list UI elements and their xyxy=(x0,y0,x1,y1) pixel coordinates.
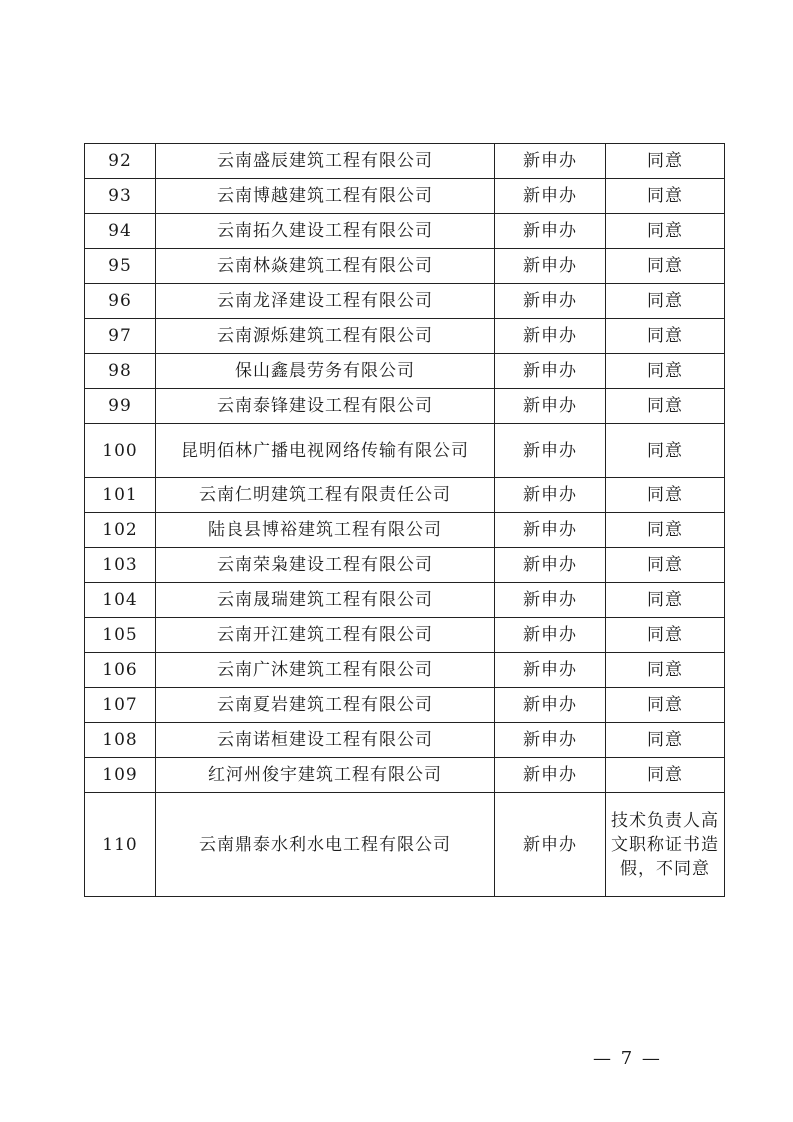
application-type: 新申办 xyxy=(495,249,606,284)
application-type: 新申办 xyxy=(495,179,606,214)
row-number: 104 xyxy=(85,583,156,618)
table-row xyxy=(85,793,725,897)
table-row xyxy=(85,249,725,284)
review-result: 同意 xyxy=(606,618,725,653)
review-result: 同意 xyxy=(606,424,725,478)
row-number: 108 xyxy=(85,723,156,758)
table-row xyxy=(85,214,725,249)
row-number: 92 xyxy=(85,144,156,179)
review-result: 同意 xyxy=(606,653,725,688)
review-result: 同意 xyxy=(606,284,725,319)
company-name: 云南拓久建设工程有限公司 xyxy=(156,214,495,249)
table-row xyxy=(85,723,725,758)
table-row xyxy=(85,583,725,618)
application-type: 新申办 xyxy=(495,478,606,513)
row-number: 101 xyxy=(85,478,156,513)
page-number: — 7 — xyxy=(593,1048,662,1069)
review-result: 同意 xyxy=(606,389,725,424)
row-number: 98 xyxy=(85,354,156,389)
application-type: 新申办 xyxy=(495,513,606,548)
application-type: 新申办 xyxy=(495,688,606,723)
table-row xyxy=(85,618,725,653)
table-row xyxy=(85,284,725,319)
table-row xyxy=(85,389,725,424)
review-result: 同意 xyxy=(606,478,725,513)
company-name: 云南泰锋建设工程有限公司 xyxy=(156,389,495,424)
table-row xyxy=(85,548,725,583)
application-type: 新申办 xyxy=(495,618,606,653)
review-result: 同意 xyxy=(606,249,725,284)
application-type: 新申办 xyxy=(495,284,606,319)
application-type: 新申办 xyxy=(495,319,606,354)
row-number: 107 xyxy=(85,688,156,723)
row-number: 93 xyxy=(85,179,156,214)
company-name: 云南源烁建筑工程有限公司 xyxy=(156,319,495,354)
table-row xyxy=(85,513,725,548)
application-type: 新申办 xyxy=(495,583,606,618)
review-result: 同意 xyxy=(606,179,725,214)
application-type: 新申办 xyxy=(495,424,606,478)
company-name: 云南广沐建筑工程有限公司 xyxy=(156,653,495,688)
company-name: 云南荣枭建设工程有限公司 xyxy=(156,548,495,583)
review-result: 同意 xyxy=(606,548,725,583)
company-name: 云南晟瑞建筑工程有限公司 xyxy=(156,583,495,618)
row-number: 99 xyxy=(85,389,156,424)
approval-table xyxy=(84,143,725,897)
company-name: 红河州俊宇建筑工程有限公司 xyxy=(156,758,495,793)
company-name: 云南诺桓建设工程有限公司 xyxy=(156,723,495,758)
review-result: 同意 xyxy=(606,144,725,179)
table-row xyxy=(85,758,725,793)
table-row xyxy=(85,354,725,389)
review-result: 同意 xyxy=(606,354,725,389)
review-result: 同意 xyxy=(606,214,725,249)
table-row xyxy=(85,478,725,513)
company-name: 云南仁明建筑工程有限责任公司 xyxy=(156,478,495,513)
review-result: 技术负责人高文职称证书造假，不同意 xyxy=(606,793,725,897)
row-number: 100 xyxy=(85,424,156,478)
row-number: 97 xyxy=(85,319,156,354)
row-number: 94 xyxy=(85,214,156,249)
company-name: 保山鑫晨劳务有限公司 xyxy=(156,354,495,389)
review-result: 同意 xyxy=(606,583,725,618)
application-type: 新申办 xyxy=(495,793,606,897)
row-number: 105 xyxy=(85,618,156,653)
row-number: 110 xyxy=(85,793,156,897)
row-number: 96 xyxy=(85,284,156,319)
application-type: 新申办 xyxy=(495,214,606,249)
application-type: 新申办 xyxy=(495,354,606,389)
review-result: 同意 xyxy=(606,758,725,793)
row-number: 103 xyxy=(85,548,156,583)
application-type: 新申办 xyxy=(495,653,606,688)
row-number: 106 xyxy=(85,653,156,688)
company-name: 云南盛辰建筑工程有限公司 xyxy=(156,144,495,179)
review-result: 同意 xyxy=(606,723,725,758)
company-name: 昆明佰林广播电视网络传输有限公司 xyxy=(156,424,495,478)
row-number: 102 xyxy=(85,513,156,548)
table-row xyxy=(85,688,725,723)
company-name: 云南鼎泰水利水电工程有限公司 xyxy=(156,793,495,897)
company-name: 云南开江建筑工程有限公司 xyxy=(156,618,495,653)
application-type: 新申办 xyxy=(495,758,606,793)
table-row xyxy=(85,424,725,478)
application-type: 新申办 xyxy=(495,389,606,424)
application-type: 新申办 xyxy=(495,723,606,758)
table-row xyxy=(85,653,725,688)
review-result: 同意 xyxy=(606,319,725,354)
table-row xyxy=(85,179,725,214)
table-row xyxy=(85,144,725,179)
row-number: 109 xyxy=(85,758,156,793)
review-result: 同意 xyxy=(606,513,725,548)
row-number: 95 xyxy=(85,249,156,284)
company-name: 云南博越建筑工程有限公司 xyxy=(156,179,495,214)
company-name: 云南林焱建筑工程有限公司 xyxy=(156,249,495,284)
application-type: 新申办 xyxy=(495,548,606,583)
company-name: 陆良县博裕建筑工程有限公司 xyxy=(156,513,495,548)
table-row xyxy=(85,319,725,354)
company-name: 云南龙泽建设工程有限公司 xyxy=(156,284,495,319)
review-result: 同意 xyxy=(606,688,725,723)
application-type: 新申办 xyxy=(495,144,606,179)
company-name: 云南夏岩建筑工程有限公司 xyxy=(156,688,495,723)
